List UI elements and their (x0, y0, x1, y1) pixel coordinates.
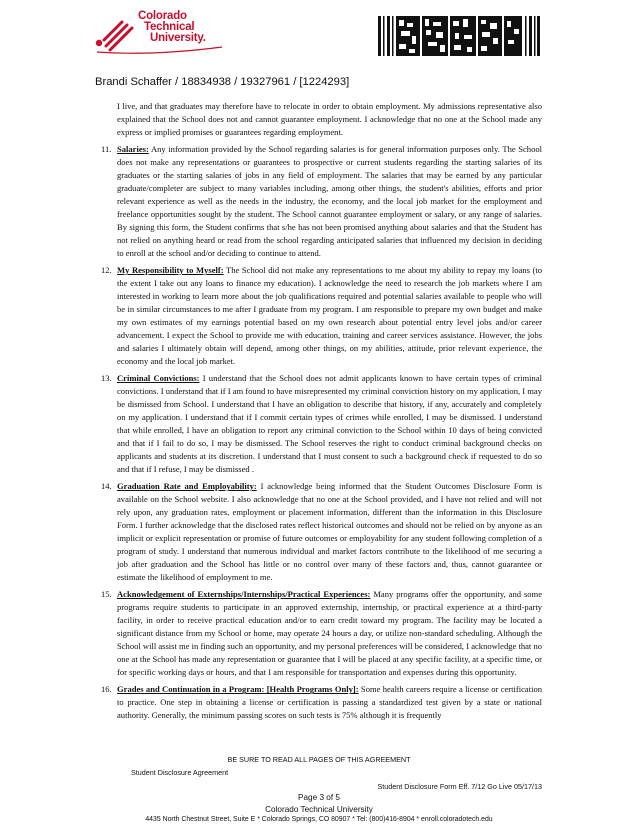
footer-address: 4435 North Chestnut Street, Suite E * Colorado Springs, CO 80907 * Tel: (800)416-8904 * enroll.coloradotech.edu (145, 816, 493, 823)
footer-warning: BE SURE TO READ ALL PAGES OF THIS AGREEMENT (227, 755, 411, 764)
footer-agreement-title: Student Disclosure Agreement (131, 768, 229, 777)
clause-heading: Graduation Rate and Employability: (117, 481, 257, 492)
clause-text: Many programs offer the opportunity, and some programs require students to participate in an approved externship, internship, or practical experience at a third-party facility, in order to receive practical education and/or to earn credit toward my program. The facility may be located a significant distance from my School or home, may operate 24 hours a day, or utilize non-standard scheduling. Although the School will assist me in finding such an opportunity, and my personal preferences will be considered, I acknowledge that no one at the School has made any representation or guarantee that I will be placed at any specific facility, at a specific time, or for specific working days or hours, and that I am responsible for transportation and expenses during this opportunity. (117, 589, 542, 677)
barcode-icon (378, 14, 540, 58)
page-number: Page 3 of 5 (298, 793, 340, 802)
clause-12 (101, 264, 542, 368)
logo-line-1: Colorado (138, 10, 187, 22)
clause-text: Some health careers require a license or certification to practice. One step in obtaining a license or certification is passing a standardized test given by a state or national authority. Generally, the minimum passing scores on such tests is 75% although it is frequently (117, 684, 542, 721)
clause-heading: Acknowledgement of Externships/Internships/Practical Experiences: (117, 589, 371, 600)
clause-number: 16. (101, 684, 112, 695)
clause-15 (101, 588, 542, 679)
footer-form-id: Student Disclosure Form Eff. 7/12 Go Live 05/17/13 (377, 782, 542, 791)
intro-paragraph: I live, and that graduates may therefore have to relocate in order to obtain employment. My admissions representative also explained that the School does not and cannot guarantee employment. I acknowledge that no one at the School made any express or implied promises or guarantees regarding employment. (117, 101, 542, 137)
clause-number: 11. (101, 144, 112, 155)
logo-line-3: University. (150, 32, 206, 44)
clause-number: 12. (101, 265, 112, 276)
clause-text: I understand that the School does not admit applicants known to have certain types of criminal convictions. I understand that if I am found to have misrepresented my criminal conviction history on my application, I may be dismissed from School. I understand that I have an obligation to describe that history, if any, accurately and completely on my application. I understand that if I commit certain types of crimes while enrolled, I may be dismissed. I understand that while enrolled, I have an obligation to report any criminal conviction to the School within 10 days of being convicted and that if I fail to do so, I may be dismissed. The School reserves the right to conduct criminal background checks on applicants and students at its discretion. I understand that I must consent to such a background check if requested to do so and that if I refuse, I may be dismissed . (117, 373, 542, 474)
clause-number: 15. (101, 589, 112, 600)
clause-text: I acknowledge being informed that the Student Outcomes Disclosure Form is available on the School website. I also acknowledge that no one at the School provided, and I have not relied and will not rely upon, any graduation rates, employment or placement information, different than the information in this Disclosure Form. I further acknowledge that the disclosed rates reflect historical outcomes and should not be relied on by anyone as an implicit or explicit representation or promise of future outcomes or employability for any student following completion of a program of study. I understand that numerous individual and market factors contribute to the likelihood of me securing a job after graduation and the School has little or no control over many of these factors and, thus, cannot guarantee or estimate the likelihood of employment to me. (117, 481, 542, 582)
logo-line-2: Technical (144, 21, 195, 33)
clause-11 (101, 143, 542, 260)
clause-number: 13. (101, 373, 112, 384)
clause-14 (101, 480, 542, 584)
clause-heading: Grades and Continuation in a Program: [Health Programs Only]: (117, 684, 359, 695)
clause-text: Any information provided by the School regarding salaries is for general information purposes only. The School does not make any representations or guarantees to prospective or current students regarding the starting salaries of its graduates or the starting salaries of jobs in any field of employment. The salaries that may be earned by any particular graduate/completer are subject to many variables including, among other things, the student's abilities, efforts and prior relevant experience as well as the needs in the industry, the economy, and the local job market for the employment and freelance opportunities sought by the student. The School cannot guarantee employment or salary, or any range of salaries. By signing this form, the Student confirms that s/he has not been promised anything about salaries and that the Student has not relied on anything heard or read from the school regarding anticipated salaries that influenced my decision in deciding to enroll at the school and/or deciding to continue to attend. (117, 144, 542, 258)
clause-heading: Salaries: (117, 144, 149, 155)
clause-text: The School did not make any representations to me about my ability to repay my loans (to the extent I take out any loans to finance my education). I acknowledge the need to research the job markets where I am interested in working to learn more about the job qualifications required and potential salaries available to people who will be in similar circumstances to me after I graduate from my program. I am responsible to prepare my own budget and make my own estimates of my earnings potential based on my own research about potential entry level jobs and/or career advancement. I expect the School to provide me with education, training and career services assistance. However, the jobs and salaries I ultimately obtain will depend, among other things, on my abilities, attitude, prior relevant experience, the economy and the local job market. (117, 265, 542, 366)
logo-wordmark (134, 11, 234, 44)
agreement-body (101, 100, 542, 722)
clause-16 (101, 683, 542, 722)
clause-number: 14. (101, 481, 112, 492)
clause-heading: My Responsibility to Myself: (117, 265, 224, 276)
student-id-header: Brandi Schaffer / 18834938 / 19327961 / [1224293] (95, 76, 350, 88)
footer-school-name: Colorado Technical University (265, 805, 373, 814)
clause-13 (101, 372, 542, 476)
clause-heading: Criminal Convictions: (117, 373, 200, 384)
